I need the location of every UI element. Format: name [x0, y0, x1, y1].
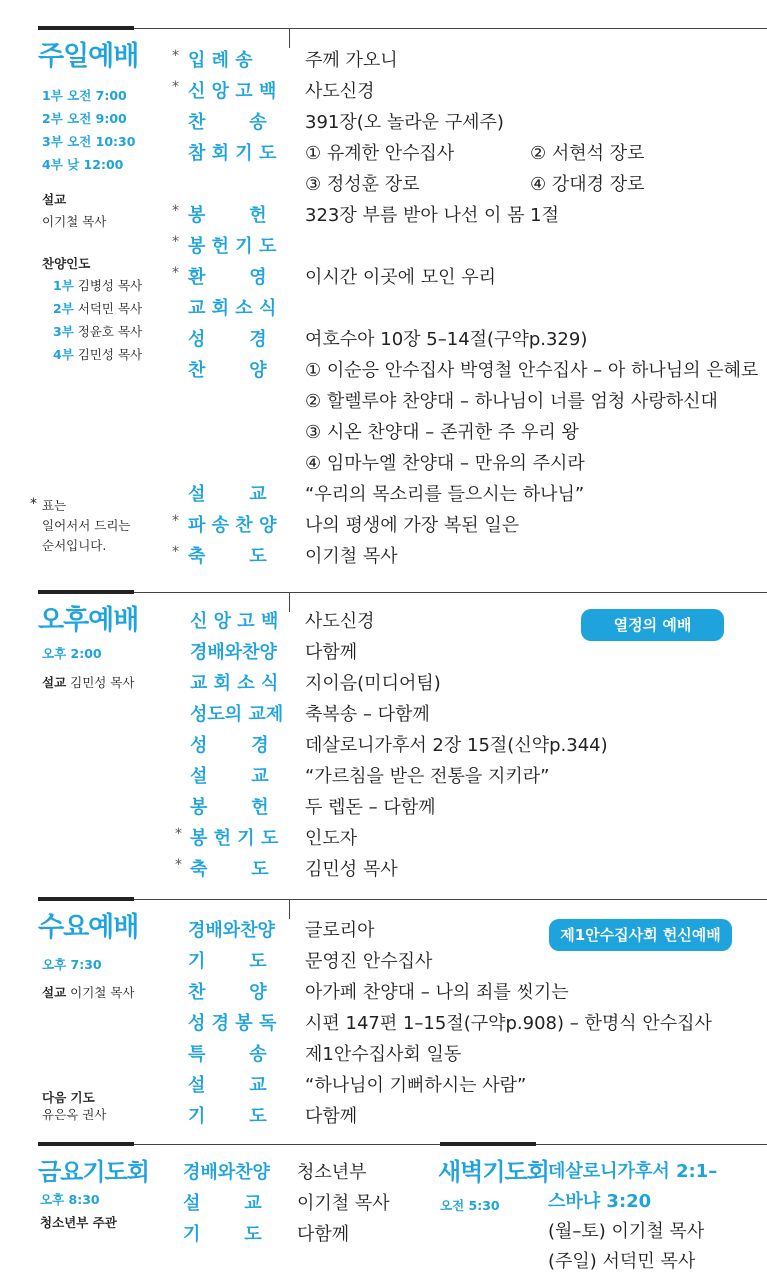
note-line-1: 표는	[42, 498, 67, 513]
praise-leader: 1부 김병성 목사	[53, 278, 143, 293]
wednesday-time: 오후 7:30	[42, 957, 102, 972]
order-value: ② 할렐루야 찬양대 – 하나님이 너를 엄청 사랑하신대	[305, 391, 718, 412]
order-label: 신 앙 고 백	[188, 81, 277, 102]
order-label: 찬 양	[188, 360, 267, 381]
wednesday-sermon: 설교 이기철 목사	[42, 985, 135, 1000]
order-value: 다함께	[297, 1224, 350, 1245]
standing-marker: *	[172, 265, 179, 281]
order-label: 찬 송	[188, 112, 267, 133]
friday-time: 오후 8:30	[40, 1192, 100, 1207]
order-value: 데살로니가후서 2장 15절(신약p.344)	[305, 735, 608, 756]
sunday-praise-heading: 찬양인도	[42, 256, 91, 271]
sunday-time-3: 3부 오전 10:30	[42, 134, 136, 149]
next-prayer-heading: 다음 기도	[42, 1090, 95, 1105]
praise-leader: 2부 서덕민 목사	[53, 301, 143, 316]
order-value: ① 유계한 안수집사	[305, 143, 455, 164]
order-label: 성도의 교제	[190, 704, 284, 725]
order-value: 이기철 목사	[297, 1193, 390, 1214]
order-value: 문영진 안수집사	[305, 951, 433, 972]
order-label: 설 교	[188, 484, 267, 505]
standing-marker: *	[172, 48, 179, 64]
friday-host: 청소년부 주관	[40, 1215, 117, 1230]
order-label: 경배와찬양	[183, 1162, 270, 1183]
order-value: “우리의 목소리를 들으시는 하나님”	[305, 484, 585, 505]
order-label: 축 도	[190, 859, 269, 880]
order-value: ① 이순응 안수집사 박영철 안수집사 – 아 하나님의 은혜로	[305, 360, 759, 381]
standing-marker: *	[172, 79, 179, 95]
order-value: ③ 시온 찬양대 – 존귀한 주 우리 왕	[305, 422, 579, 443]
standing-marker: *	[172, 544, 179, 560]
order-label: 입 례 송	[188, 50, 253, 71]
order-label: 봉 헌 기 도	[190, 828, 279, 849]
order-label: 성 경 봉 독	[188, 1013, 277, 1034]
order-value: “하나님이 기뻐하시는 사람”	[305, 1075, 527, 1096]
order-value: 323장 부름 받아 나선 이 몸 1절	[305, 205, 560, 226]
order-value: 청소년부	[297, 1162, 367, 1183]
standing-marker: *	[172, 513, 179, 529]
afternoon-title: 오후예배	[38, 605, 139, 636]
standing-marker: *	[175, 857, 182, 873]
order-value: ④ 임마누엘 찬양대 – 만유의 주시라	[305, 453, 585, 474]
wednesday-title: 수요예배	[38, 912, 139, 943]
order-label: 찬 양	[188, 982, 267, 1003]
praise-leader: 4부 김민성 목사	[53, 347, 143, 362]
order-value: 김민성 목사	[305, 859, 398, 880]
sunday-top-rule	[134, 28, 767, 29]
order-value: “가르침을 받은 전통을 지키라”	[305, 766, 550, 787]
order-value: 이기철 목사	[305, 546, 398, 567]
order-label: 기 도	[188, 951, 267, 972]
order-label: 성 경	[188, 329, 267, 350]
next-prayer-name: 유은옥 권사	[42, 1107, 107, 1122]
order-value: 사도신경	[305, 81, 375, 102]
order-value: 다함께	[305, 642, 358, 663]
afternoon-divider	[289, 592, 290, 612]
order-label: 파 송 찬 양	[188, 515, 277, 536]
standing-marker: *	[172, 203, 179, 219]
order-label: 경배와찬양	[188, 920, 275, 941]
sunday-time-1: 1부 오전 7:00	[42, 88, 127, 103]
order-label: 특 송	[188, 1044, 267, 1065]
order-value: 이시간 이곳에 모인 우리	[305, 267, 497, 288]
order-value: 축복송 – 다함께	[305, 704, 430, 725]
note-line-3: 순서입니다.	[42, 538, 107, 553]
afternoon-top-bar	[38, 590, 134, 594]
order-value: 여호수아 10장 5–14절(구약p.329)	[305, 329, 588, 350]
order-label: 축 도	[188, 546, 267, 567]
order-value: 제1안수집사회 일동	[305, 1044, 462, 1065]
sunday-top-bar	[38, 26, 134, 30]
sunday-time-4: 4부 낮 12:00	[42, 157, 124, 172]
dawn-leader-2: (주일) 서덕민 목사	[548, 1251, 696, 1272]
order-label: 기 도	[183, 1224, 262, 1245]
dawn-time: 오전 5:30	[440, 1198, 500, 1213]
order-value: 시편 147편 1–15절(구약p.908) – 한명식 안수집사	[305, 1013, 712, 1034]
dawn-passage-line2: 스바냐 3:20	[548, 1191, 652, 1212]
order-label: 경배와찬양	[190, 642, 277, 663]
order-label: 성 경	[190, 735, 269, 756]
note-star: *	[30, 496, 37, 512]
dawn-title: 새벽기도회	[438, 1158, 549, 1186]
order-label: 교 회 소 식	[190, 673, 279, 694]
sunday-divider	[289, 28, 290, 48]
order-label: 참 회 기 도	[188, 143, 277, 164]
order-label: 봉 헌 기 도	[188, 236, 277, 257]
order-value: 다함께	[305, 1106, 358, 1127]
order-value-secondary: ② 서현석 장로	[530, 143, 645, 164]
order-label: 봉 헌	[190, 797, 269, 818]
afternoon-badge: 열정의 예배	[581, 609, 724, 641]
wednesday-top-rule	[134, 899, 767, 900]
friday-top-rule	[134, 1144, 440, 1145]
order-label: 봉 헌	[188, 205, 267, 226]
sunday-sermon-heading: 설교	[42, 192, 67, 207]
order-value: ③ 정성훈 장로	[305, 174, 420, 195]
order-value: 주께 가오니	[305, 50, 398, 71]
order-label: 교 회 소 식	[188, 298, 277, 319]
sunday-sermon-preacher: 이기철 목사	[42, 214, 107, 229]
friday-title: 금요기도회	[38, 1158, 149, 1186]
order-value: 지이음(미디어팀)	[305, 673, 441, 694]
standing-marker: *	[175, 826, 182, 842]
afternoon-time: 오후 2:00	[42, 646, 102, 661]
order-value: 아가페 찬양대 – 나의 죄를 씻기는	[305, 982, 569, 1003]
order-value: 글로리아	[305, 920, 375, 941]
afternoon-top-rule	[134, 592, 767, 593]
wednesday-top-bar	[38, 897, 134, 901]
dawn-top-bar	[440, 1142, 536, 1146]
note-line-2: 일어서서 드리는	[42, 518, 131, 533]
wednesday-divider	[289, 899, 290, 919]
sunday-title: 주일예배	[38, 41, 139, 72]
wednesday-badge: 제1안수집사회 헌신예배	[549, 919, 732, 951]
order-value: 사도신경	[305, 611, 375, 632]
order-label: 설 교	[183, 1193, 262, 1214]
praise-leader: 3부 정윤호 목사	[53, 324, 143, 339]
order-value: 나의 평생에 가장 복된 일은	[305, 515, 520, 536]
order-value: 인도자	[305, 828, 358, 849]
order-value-secondary: ④ 강대경 장로	[530, 174, 645, 195]
dawn-passage-line1: 데살로니가후서 2:1–	[548, 1161, 718, 1182]
order-label: 신 앙 고 백	[190, 611, 279, 632]
order-value: 391장(오 놀라운 구세주)	[305, 112, 504, 133]
sunday-time-2: 2부 오전 9:00	[42, 111, 127, 126]
friday-top-bar	[38, 1142, 134, 1146]
order-label: 설 교	[188, 1075, 267, 1096]
afternoon-sermon: 설교 김민성 목사	[42, 675, 135, 690]
dawn-leader-1: (월–토) 이기철 목사	[548, 1221, 705, 1242]
order-value: 두 렙돈 – 다함께	[305, 797, 436, 818]
standing-marker: *	[172, 234, 179, 250]
order-label: 환 영	[188, 267, 267, 288]
order-label: 설 교	[190, 766, 269, 787]
dawn-top-rule	[536, 1144, 767, 1145]
order-label: 기 도	[188, 1106, 267, 1127]
